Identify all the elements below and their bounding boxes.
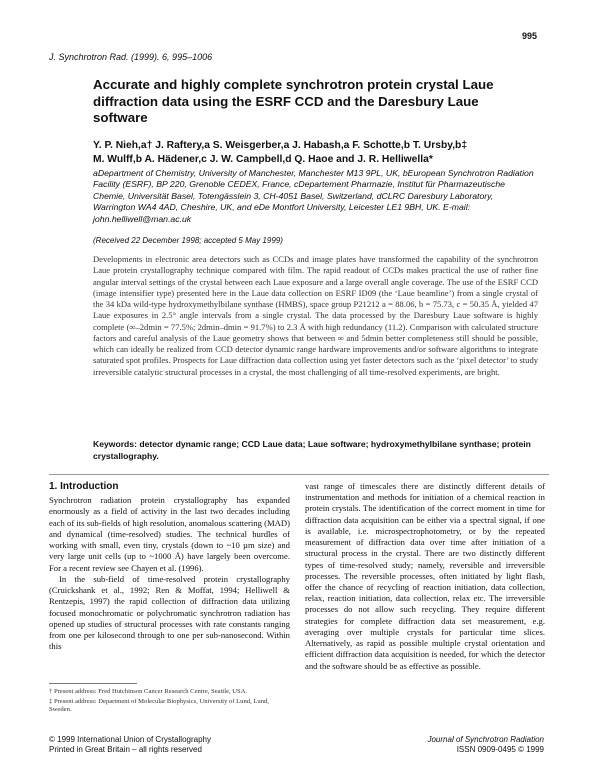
footer-copyright — [49, 735, 211, 755]
body-column-left — [49, 495, 290, 653]
footer-printed-line: Printed in Great Britain – all rights reserved — [49, 745, 202, 754]
page-number: 995 — [521, 31, 537, 41]
section-divider — [49, 474, 549, 475]
paragraph: Synchrotron radiation protein crystallography has expanded enormously as a field of activity in the last two decades including each of its sub-fields of high resolution, anomalous scattering (MAD) and dynamical (time-resolved) studies. The technical hurdles of working with small, even tiny, crystals (down to ~10 µm size) and very large unit cells (up to ~1000 Å) have largely been overcome. For a recent review see Chayen et al. (1996). — [49, 495, 290, 573]
affiliations: aDepartment of Chemistry, University of Manchester, Manchester M13 9PL, UK, bEuropean Synchrotron Radiation Facility (ESRF), BP 220, Grenoble CEDEX, France, cDepartement Pharmazie, Institut für Pharmazeutische Chemie, Universität Basel, Totengässlein 3, CH-4051 Basel, Switzerland, dCLRC Daresbury Laboratory, Warrington WA4 4AD, Cheshire, UK, and eDe Montfort University, Leicester LE1 9BH, UK. E-mail: john.helliwell@man.ac.uk — [93, 168, 534, 224]
footer-issn: ISSN 0909-0495 © 1999 — [456, 745, 544, 754]
author-list — [93, 139, 538, 167]
footnotes — [49, 688, 290, 716]
keywords: Keywords: detector dynamic range; CCD Laue data; Laue software; hydroxymethylbilane synthase; protein crystallography. — [93, 439, 531, 461]
journal-ref-text: J. Synchrotron Rad. (1999). 6, 995–1006 — [49, 52, 213, 62]
footnote: † Present address: Fred Hutchinson Cancer Research Centre, Seattle, USA. — [49, 688, 248, 695]
footer-copyright-line: © 1999 International Union of Crystallography — [49, 735, 211, 744]
received-dates: (Received 22 December 1998; accepted 5 May 1999) — [93, 236, 283, 245]
footer-journal — [427, 735, 544, 755]
paragraph: vast range of timescales there are distinctly different details of instrumentation and methods for initiation of a chemical reaction in protein crystals. The identification of the correct moment in time for diffraction data acquisition can be either via a spectral signal, if one is available, i.e. microspectrophotometry, or by the repeated measurement of diffraction data over time after initiation of a structural process in the crystal. There are two distinctly different types of time-resolved study; namely, reversible and irreversible processes. The reversible processes, often initiated by light flash, offer the chance of recycling of reaction initiation, data collection, relax, reaction initiation, data collection, relax etc. The irreversible processes do not allow such recycling. They require different strategies for complete diffraction data set measurement, e.g. averaging over multiple crystals for particular time slices. Alternatively, as rapid as possible multiple crystal orientation and efficient diffraction data acquisition is needed, for which the detector and the software should be as effective as possible. — [305, 481, 545, 671]
paper-title: Accurate and highly complete synchrotron protein crystal Laue diffraction data using the ESRF CCD and the Daresbury Laue software — [93, 77, 494, 125]
footnote-rule — [49, 683, 137, 684]
footer-journal-name — [427, 735, 544, 745]
section-heading-introduction: 1. Introduction — [49, 481, 119, 492]
authors-line-2: M. Wulff,b A. Hädener,c J. W. Campbell,d Q. Haoe and J. R. Helliwella* — [93, 154, 433, 165]
journal-reference — [49, 52, 212, 62]
footer-journal-name-text: Journal of Synchrotron Radiation — [427, 735, 544, 744]
footnote: ‡ Present address: Department of Molecular Biophysics, University of Lund, Lund, Sweden. — [49, 697, 269, 713]
paragraph: In the sub-field of time-resolved protein crystallography (Cruickshank et al., 1992; Ren & Moffat, 1994; Helliwell & Rentzepis, 1997) the rapid collection of diffraction data utilizing focused monochromatic or polychromatic synchrotron radiation has opened up studies of structural processes with rate constants ranging from one per kilosecond through to one per sub-nanosecond. Within this — [49, 573, 290, 652]
body-column-right — [305, 481, 545, 672]
authors-line-1: Y. P. Nieh,a† J. Raftery,a S. Weisgerber,a J. Habash,a F. Schotte,b T. Ursby,b‡ — [93, 140, 468, 151]
abstract: Developments in electronic area detectors such as CCDs and image plates have transformed the capability of the synchrotron Laue protein crystallography technique compared with film. The rapid readout of CCDs makes practical the use of rather fine angular interval settings of the crystal between each Laue exposure and a large overall angle coverage. The use of the ESRF CCD (image intensifier type) presented here in the Laue data collection on ESRF ID09 (the ‘Laue beamline’) from a single crystal of the 34 kDa wild-type hydroxymethylbilane synthase (HMBS), space group P21212 a = 88.06, b = 75.73, c = 50.35 Å, yielded 47 Laue exposures in 2.5° angle intervals from a single crystal. The data processed by the Daresbury Laue software is highly complete (∞–2dmin = 77.5%; 2dmin–dmin = 91.7%) to 2.3 Å with high redundancy (11.2). Comparison with calculated structure factors and careful analysis of the Laue geometry shows that between ∞ and 5dmin better completeness still should be possible, which can ideally be realized from CCD detector dynamic range hardware improvements and/or software algorithms to integrate saturated spot profiles. Prospects for Laue diffraction data collection using yet faster detectors such as the ‘pixel detector’ to study irreversible catalytic structural processes in a crystal, the most challenging of all time-resolved experiments, are bright. — [93, 254, 538, 377]
